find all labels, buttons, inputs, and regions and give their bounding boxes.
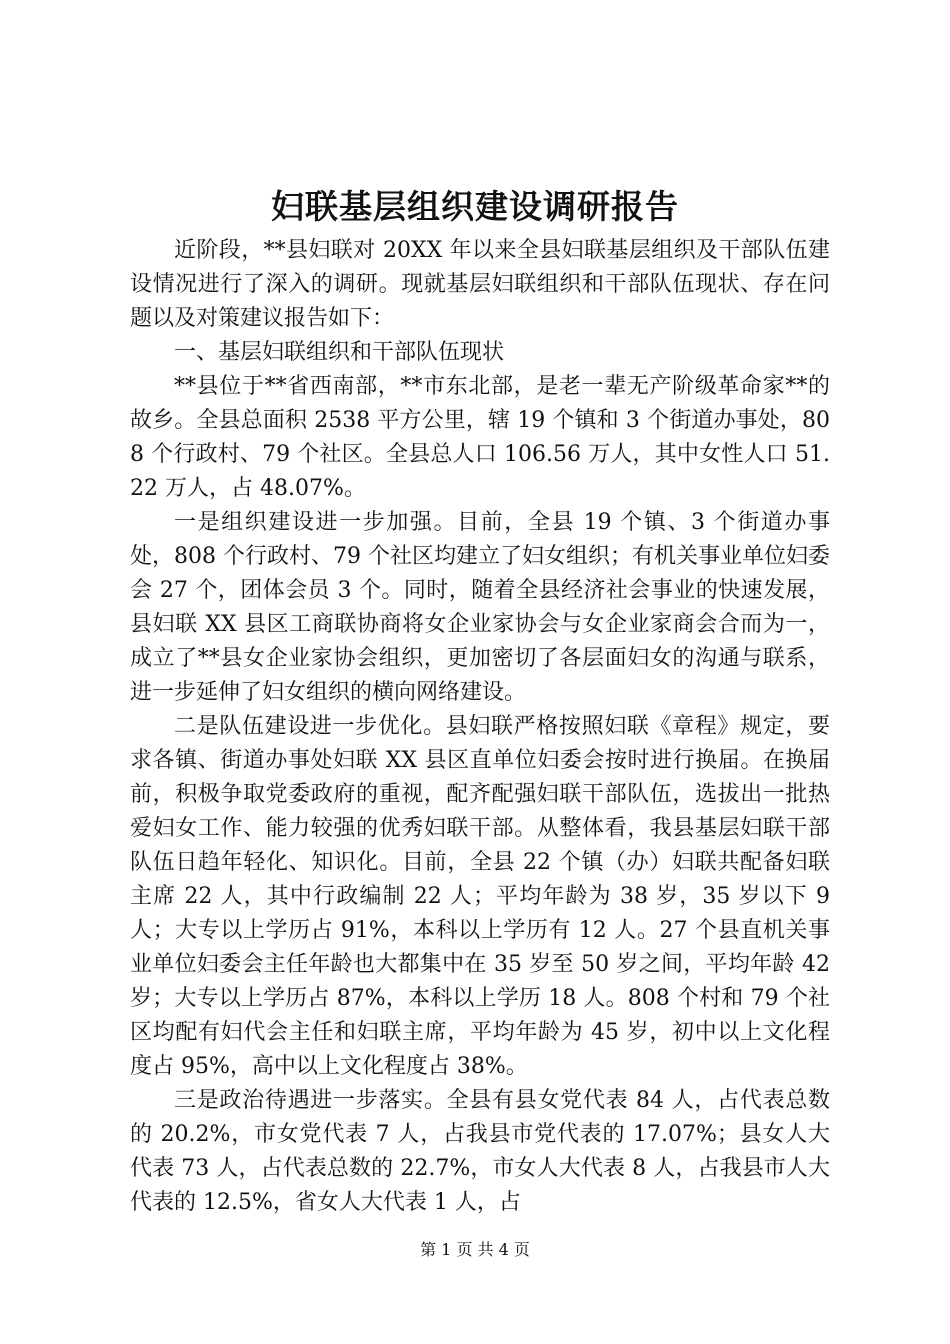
paragraph-county-overview: **县位于**省西南部，**市东北部，是老一辈无产阶级革命家**的故乡。全县总面积 2538 平方公里，辖 19 个镇和 3 个街道办事处，808 个行政村、79 个社区。全县总人口 106.56 万人，其中女性人口 51.22 万人，占 48.07%。 bbox=[130, 374, 830, 501]
paragraph-team-building: 二是队伍建设进一步优化。县妇联严格按照妇联《章程》规定，要求各镇、街道办事处妇联 XX 县区直单位妇委会按时进行换届。在换届前，积极争取党委政府的重视，配齐配强妇联干部队伍，选拔出一批热爱妇女工作、能力较强的优秀妇联干部。从整体看，我县基层妇联干部队伍日趋年轻化、知识化。目前，全县 22 个镇（办）妇联共配备妇联主席 22 人，其中行政编制 22 人；平均年龄为 38 岁，35 岁以下 9 人；大专以上学历占 91%，本科以上学历有 12 人。27 个县直机关事业单位妇委会主任年龄也大都集中在 35 岁至 50 岁之间，平均年龄 42 岁；大专以上学历占 87%，本科以上学历 18 人。808 个村和 79 个社区均配有妇代会主任和妇联主席，平均年龄为 45 岁，初中以上文化程度占 95%，高中以上文化程度占 38%。 bbox=[130, 714, 830, 1079]
paragraph-political-treatment: 三是政治待遇进一步落实。全县有县女党代表 84 人，占代表总数的 20.2%，市女党代表 7 人，占我县市党代表的 17.07%；县女人大代表 73 人，占代表总数的 22.7%，市女人大代表 8 人，占我县市人大代表的 12.5%，省女人大代表 1 人，占 bbox=[130, 1088, 830, 1215]
page-footer: 第 1 页 共 4 页 bbox=[420, 1240, 530, 1259]
paragraph-organization-building: 一是组织建设进一步加强。目前，全县 19 个镇、3 个街道办事处，808 个行政村、79 个社区均建立了妇女组织；有机关事业单位妇委会 27 个，团体会员 3 个。同时，随着全县经济社会事业的快速发展，县妇联 XX 县区工商联协商将女企业家协会与女企业家商会合而为一，成立了**县女企业家协会组织，更加密切了各层面妇女的沟通与联系，进一步延伸了妇女组织的横向网络建设。 bbox=[130, 510, 830, 705]
paragraph-intro: 近阶段，**县妇联对 20XX 年以来全县妇联基层组织及干部队伍建设情况进行了深入的调研。现就基层妇联组织和干部队伍现状、存在问题以及对策建议报告如下： bbox=[130, 238, 830, 331]
section-heading-1: 一、基层妇联组织和干部队伍现状 bbox=[174, 340, 505, 365]
document-body bbox=[130, 234, 830, 1220]
document-title: 妇联基层组织建设调研报告 bbox=[271, 187, 679, 226]
